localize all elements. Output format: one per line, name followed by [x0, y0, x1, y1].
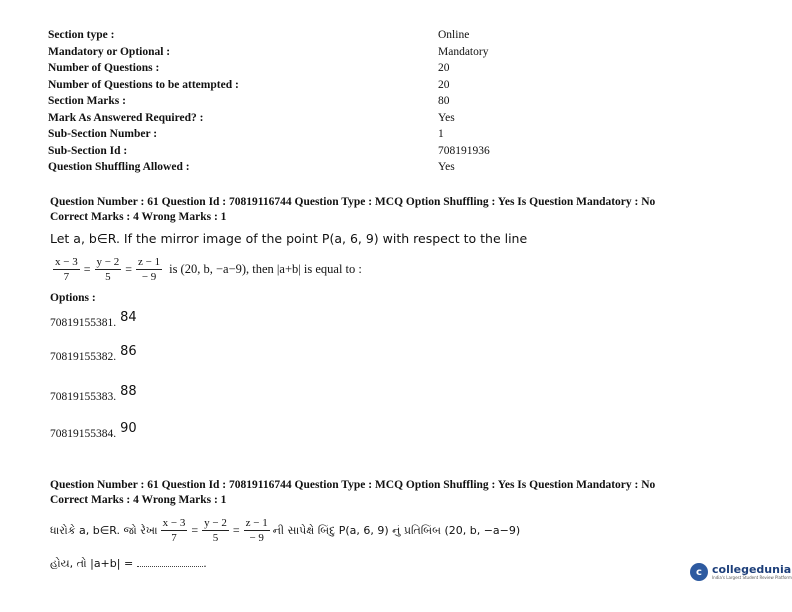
info-row	[48, 143, 568, 160]
question-marks: Correct Marks : 4 Wrong Marks : 1	[50, 494, 227, 506]
equals-sign: =	[232, 523, 240, 537]
fraction	[136, 255, 162, 284]
info-row	[48, 126, 568, 143]
logo-name: collegedunia	[712, 562, 792, 576]
question-text-line1: Let a, b∈R. If the mirror image of the point P(a, 6, 9) with respect to the line	[50, 231, 528, 246]
question-text-gu-line2-end: .	[203, 557, 207, 570]
question-text-gu-line2-text: હોય, તો |a+b| =	[50, 557, 134, 570]
option-value: 88	[120, 384, 137, 399]
info-value: 20	[438, 78, 450, 91]
answer-blank	[137, 556, 203, 567]
option-id: 70819155381.	[50, 317, 117, 329]
info-value: 1	[438, 128, 444, 141]
equals-sign: =	[83, 262, 91, 276]
info-value: Yes	[438, 111, 455, 124]
question-text-gu-line1	[50, 516, 520, 545]
info-row	[48, 110, 568, 127]
fraction-denominator: 7	[171, 532, 177, 544]
info-label: Number of Questions :	[48, 62, 160, 75]
fraction	[202, 516, 229, 545]
option-id: 70819155384.	[50, 428, 117, 440]
info-row	[48, 77, 568, 94]
info-row	[48, 27, 568, 44]
fraction-denominator: − 9	[141, 271, 157, 283]
question-marks: Correct Marks : 4 Wrong Marks : 1	[50, 211, 227, 223]
option-value: 86	[120, 344, 137, 359]
question-text-rest: is (20, b, −a−9), then |a+b| is equal to :	[169, 262, 362, 276]
logo-text-group	[712, 564, 792, 581]
fraction	[95, 255, 122, 284]
info-value: Online	[438, 29, 470, 42]
info-label: Question Shuffling Allowed :	[48, 161, 190, 174]
question-text-gu-line2	[50, 556, 207, 571]
question-meta: Question Number : 61 Question Id : 70819116744 Question Type : MCQ Option Shuffling : Yes Is Question Mandatory : No	[50, 479, 656, 491]
info-row	[48, 60, 568, 77]
info-label: Section type :	[48, 29, 115, 42]
fraction-denominator: 5	[212, 532, 219, 544]
question-meta: Question Number : 61 Question Id : 70819116744 Question Type : MCQ Option Shuffling : Yes Is Question Mandatory : No	[50, 196, 656, 208]
option-id: 70819155383.	[50, 391, 117, 403]
question-header-gu	[50, 478, 655, 508]
equals-sign: =	[125, 262, 132, 276]
question-text-gu-suffix: ની સાપેક્ષે બિંદુ P(a, 6, 9) નું પ્રતિબિંબ (20, b, −a−9)	[272, 523, 521, 537]
option-id: 70819155382.	[50, 351, 117, 363]
fraction-numerator: x − 3	[55, 256, 78, 268]
option-value: 90	[120, 421, 137, 436]
info-value: 20	[438, 62, 450, 75]
info-value: Yes	[438, 161, 455, 174]
info-value: 708191936	[438, 144, 490, 157]
info-label: Mark As Answered Required? :	[48, 111, 204, 124]
info-row	[48, 93, 568, 110]
fraction	[161, 516, 188, 545]
info-value: 80	[438, 95, 450, 108]
options-label: Options :	[50, 292, 96, 304]
option-row[interactable]	[50, 421, 137, 441]
section-info-table	[48, 27, 568, 176]
info-value: Mandatory	[438, 45, 489, 58]
fraction-numerator: y − 2	[96, 256, 120, 268]
collegedunia-logo	[690, 563, 792, 581]
question-text-gu-prefix: ધારોકે a, b∈R. જો રેખા	[50, 523, 158, 537]
fraction-denominator: 7	[63, 271, 70, 283]
option-row[interactable]	[50, 310, 137, 330]
fraction-denominator: − 9	[249, 532, 264, 544]
question-text-line2	[50, 255, 362, 284]
info-label: Sub-Section Number :	[48, 128, 158, 141]
option-value: 84	[120, 310, 137, 325]
equals-sign: =	[191, 523, 199, 537]
info-label: Mandatory or Optional :	[48, 45, 171, 58]
logo-tagline: India's Largest Student Review Platform	[712, 574, 792, 580]
fraction-numerator: x − 3	[162, 517, 186, 529]
info-label: Section Marks :	[48, 95, 126, 108]
fraction	[53, 255, 80, 284]
question-header-en	[50, 195, 655, 225]
fraction-denominator: 5	[105, 271, 111, 283]
fraction-numerator: z − 1	[138, 256, 161, 268]
info-label: Sub-Section Id :	[48, 144, 128, 157]
fraction-numerator: y − 2	[204, 517, 227, 529]
option-row[interactable]	[50, 344, 137, 364]
info-row	[48, 44, 568, 61]
logo-icon: c	[690, 563, 708, 581]
option-row[interactable]	[50, 384, 137, 404]
fraction	[244, 516, 270, 545]
info-label: Number of Questions to be attempted :	[48, 78, 239, 91]
fraction-numerator: z − 1	[245, 517, 268, 529]
info-row	[48, 159, 568, 176]
